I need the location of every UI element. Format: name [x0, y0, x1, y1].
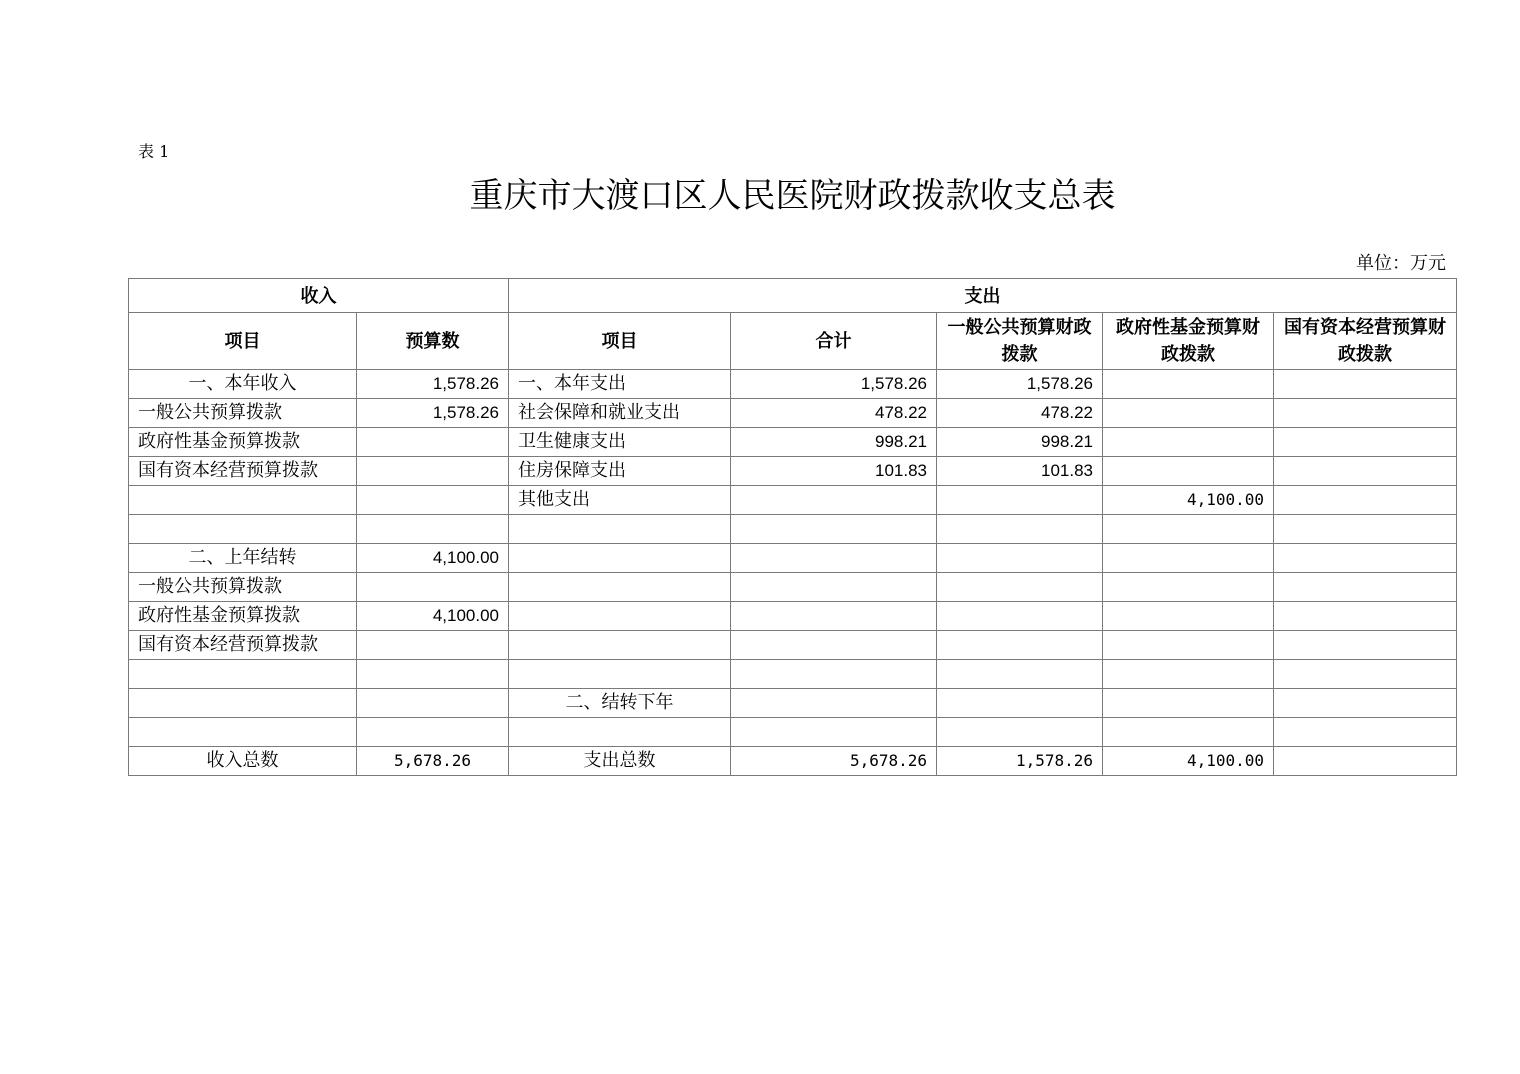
general-budget-cell — [937, 660, 1103, 689]
table-row — [129, 457, 1457, 486]
state-capital-cell — [1274, 689, 1457, 718]
general-budget-cell: 1,578.26 — [937, 370, 1103, 399]
income-item-cell: 国有资本经营预算拨款 — [129, 631, 357, 660]
unit-label: 单位：万元 — [1356, 253, 1446, 274]
state-capital-cell — [1274, 544, 1457, 573]
gov-fund-cell: 4,100.00 — [1103, 486, 1274, 515]
general-budget-cell: 478.22 — [937, 399, 1103, 428]
income-item-cell: 一、本年收入 — [129, 370, 357, 399]
expense-item-cell — [509, 631, 731, 660]
gov-fund-header: 政府性基金预算财政拨款 — [1103, 313, 1274, 370]
table-row — [129, 573, 1457, 602]
income-item-header: 项目 — [129, 313, 357, 370]
gov-fund-cell — [1103, 660, 1274, 689]
income-budget-cell — [357, 660, 509, 689]
state-capital-cell — [1274, 573, 1457, 602]
gov-fund-cell — [1103, 689, 1274, 718]
expense-total-header: 合计 — [731, 313, 937, 370]
state-capital-cell — [1274, 515, 1457, 544]
gov-fund-cell — [1103, 457, 1274, 486]
income-item-cell — [129, 486, 357, 515]
income-budget-cell — [357, 689, 509, 718]
state-capital-total — [1274, 747, 1457, 776]
income-budget-cell — [357, 573, 509, 602]
expense-total-cell: 101.83 — [731, 457, 937, 486]
table-body — [129, 370, 1457, 747]
gov-fund-cell — [1103, 370, 1274, 399]
table-row — [129, 660, 1457, 689]
gov-fund-cell — [1103, 428, 1274, 457]
expense-item-cell — [509, 515, 731, 544]
income-budget-cell: 1,578.26 — [357, 399, 509, 428]
income-item-cell: 政府性基金预算拨款 — [129, 602, 357, 631]
table-row — [129, 428, 1457, 457]
state-capital-cell — [1274, 631, 1457, 660]
gov-fund-cell — [1103, 602, 1274, 631]
income-item-cell — [129, 660, 357, 689]
general-budget-cell — [937, 486, 1103, 515]
general-budget-cell — [937, 602, 1103, 631]
general-budget-cell — [937, 718, 1103, 747]
income-item-cell: 一般公共预算拨款 — [129, 573, 357, 602]
gov-fund-cell — [1103, 515, 1274, 544]
expense-total-cell — [731, 631, 937, 660]
income-budget-cell — [357, 631, 509, 660]
general-budget-cell: 998.21 — [937, 428, 1103, 457]
expense-total-cell — [731, 573, 937, 602]
group-header-row — [129, 279, 1457, 313]
totals-row — [129, 747, 1457, 776]
expense-total-cell: 478.22 — [731, 399, 937, 428]
state-capital-header: 国有资本经营预算财政拨款 — [1274, 313, 1457, 370]
table-row — [129, 689, 1457, 718]
general-budget-cell — [937, 515, 1103, 544]
expense-item-cell — [509, 573, 731, 602]
expense-total-cell: 1,578.26 — [731, 370, 937, 399]
income-budget-header: 预算数 — [357, 313, 509, 370]
income-budget-cell — [357, 486, 509, 515]
income-item-cell: 国有资本经营预算拨款 — [129, 457, 357, 486]
income-item-cell — [129, 689, 357, 718]
gov-fund-cell — [1103, 631, 1274, 660]
budget-summary-table — [128, 278, 1457, 776]
general-budget-cell — [937, 573, 1103, 602]
income-budget-cell — [357, 515, 509, 544]
expense-group-header: 支出 — [509, 279, 1457, 313]
state-capital-cell — [1274, 370, 1457, 399]
state-capital-cell — [1274, 399, 1457, 428]
expense-total-cell — [731, 515, 937, 544]
expense-item-cell: 一、本年支出 — [509, 370, 731, 399]
table-row — [129, 370, 1457, 399]
table-row — [129, 718, 1457, 747]
income-item-cell: 二、上年结转 — [129, 544, 357, 573]
expense-item-cell — [509, 660, 731, 689]
table-row — [129, 631, 1457, 660]
general-budget-cell: 101.83 — [937, 457, 1103, 486]
expense-item-cell: 其他支出 — [509, 486, 731, 515]
expense-item-cell — [509, 602, 731, 631]
expense-item-cell — [509, 544, 731, 573]
state-capital-cell — [1274, 486, 1457, 515]
expense-item-cell: 社会保障和就业支出 — [509, 399, 731, 428]
income-budget-cell — [357, 457, 509, 486]
state-capital-cell — [1274, 428, 1457, 457]
expense-total-cell — [731, 660, 937, 689]
expense-total-cell — [731, 602, 937, 631]
expense-total-cell — [731, 718, 937, 747]
income-budget-cell: 1,578.26 — [357, 370, 509, 399]
general-budget-cell — [937, 631, 1103, 660]
income-group-header: 收入 — [129, 279, 509, 313]
income-item-cell: 一般公共预算拨款 — [129, 399, 357, 428]
expense-total-cell — [731, 689, 937, 718]
state-capital-cell — [1274, 718, 1457, 747]
income-item-cell — [129, 718, 357, 747]
state-capital-cell — [1274, 602, 1457, 631]
expense-item-cell: 卫生健康支出 — [509, 428, 731, 457]
income-total-value: 5,678.26 — [357, 747, 509, 776]
income-budget-cell — [357, 718, 509, 747]
document-title: 重庆市大渡口区人民医院财政拨款收支总表 — [469, 176, 1116, 216]
income-budget-cell — [357, 428, 509, 457]
general-budget-total: 1,578.26 — [937, 747, 1103, 776]
table-row — [129, 486, 1457, 515]
table-row — [129, 515, 1457, 544]
expense-total-cell — [731, 544, 937, 573]
income-budget-cell: 4,100.00 — [357, 544, 509, 573]
state-capital-cell — [1274, 660, 1457, 689]
table-row — [129, 602, 1457, 631]
gov-fund-cell — [1103, 718, 1274, 747]
general-budget-cell — [937, 544, 1103, 573]
expense-item-cell: 二、结转下年 — [509, 689, 731, 718]
gov-fund-cell — [1103, 573, 1274, 602]
gov-fund-cell — [1103, 399, 1274, 428]
income-total-label: 收入总数 — [129, 747, 357, 776]
expense-total-cell — [731, 486, 937, 515]
general-budget-cell — [937, 689, 1103, 718]
state-capital-cell — [1274, 457, 1457, 486]
expense-item-cell: 住房保障支出 — [509, 457, 731, 486]
expense-total-value: 5,678.26 — [731, 747, 937, 776]
general-budget-header: 一般公共预算财政拨款 — [937, 313, 1103, 370]
expense-total-label: 支出总数 — [509, 747, 731, 776]
income-item-cell: 政府性基金预算拨款 — [129, 428, 357, 457]
table-row — [129, 544, 1457, 573]
income-budget-cell: 4,100.00 — [357, 602, 509, 631]
expense-total-cell: 998.21 — [731, 428, 937, 457]
gov-fund-total: 4,100.00 — [1103, 747, 1274, 776]
expense-item-header: 项目 — [509, 313, 731, 370]
table-number: 表 1 — [138, 142, 170, 161]
gov-fund-cell — [1103, 544, 1274, 573]
column-header-row — [129, 313, 1457, 370]
expense-item-cell — [509, 718, 731, 747]
table-row — [129, 399, 1457, 428]
income-item-cell — [129, 515, 357, 544]
